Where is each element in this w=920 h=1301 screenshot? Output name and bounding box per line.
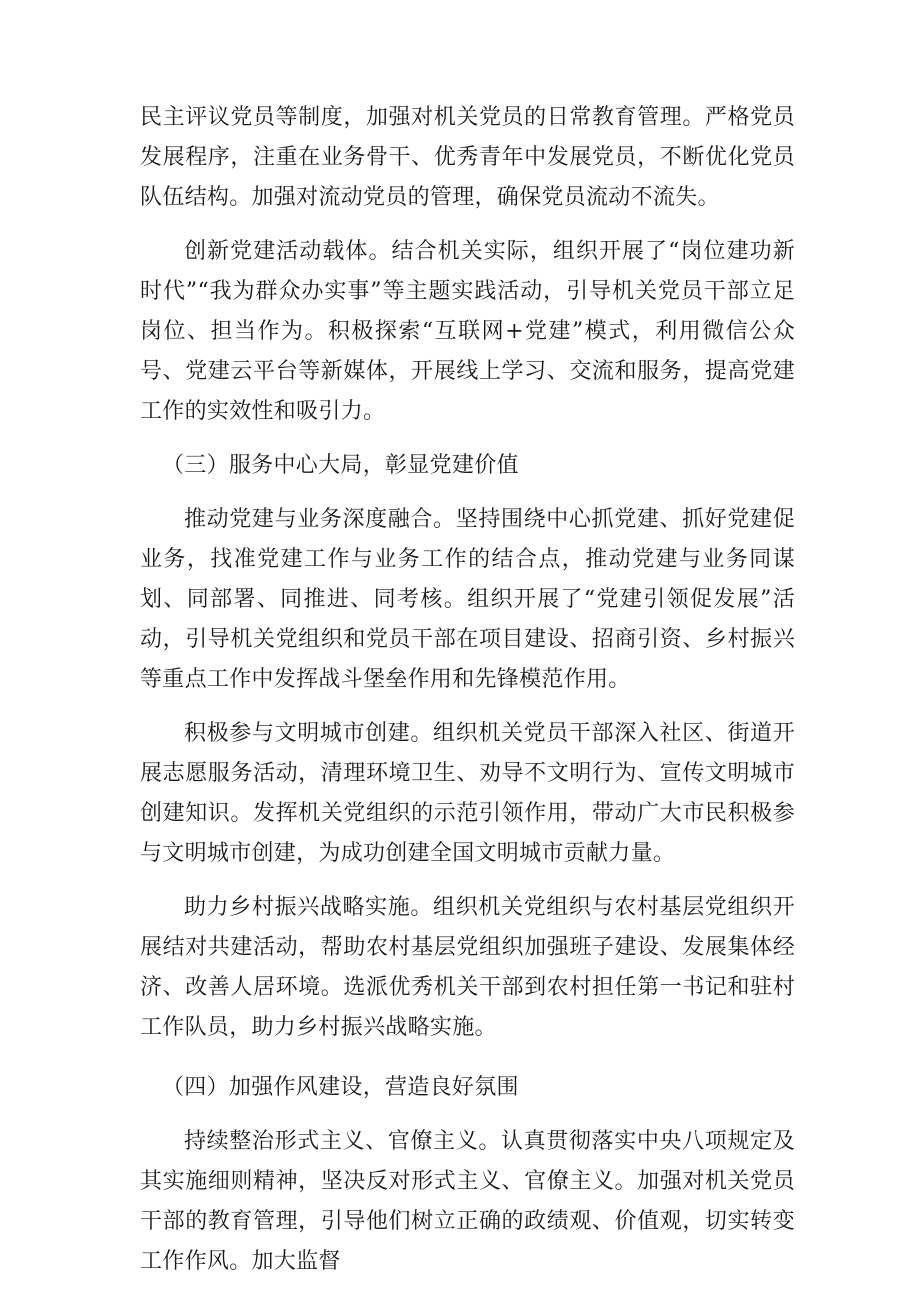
paragraph-integrate-party-business: 推动党建与业务深度融合。坚持围绕中心抓党建、抓好党建促业务，找准党建工作与业务工作的结合点，推动党建与业务同谋划、同部署、同推进、同考核。组织开展了“党建引领促发展”活动，引导机关党组织和党员干部在项目建设、招商引资、乡村振兴等重点工作中发挥战斗堡垒作用和先锋模范作用。 <box>140 507 795 692</box>
section-heading-3: （三）服务中心大局，彰显党建价值 <box>162 453 519 478</box>
document-body <box>140 98 795 1282</box>
section-heading-4: （四）加强作风建设，营造良好氛围 <box>162 1075 519 1100</box>
paragraph-rectify-formalism: 持续整治形式主义、官僚主义。认真贯彻落实中央八项规定及其实施细则精神，坚决反对形式主义、官僚主义。加强对机关党员干部的教育管理，引导他们树立正确的政绩观、价值观，切实转变工作作风。加大监督 <box>140 1129 795 1274</box>
paragraph-party-member-management: 民主评议党员等制度，加强对机关党员的日常教育管理。严格党员发展程序，注重在业务骨干、优秀青年中发展党员，不断优化党员队伍结构。加强对流动党员的管理，确保党员流动不流失。 <box>140 105 795 210</box>
paragraph-civilized-city: 积极参与文明城市创建。组织机关党员干部深入社区、街道开展志愿服务活动，清理环境卫生、劝导不文明行为、宣传文明城市创建知识。发挥机关党组织的示范引领作用，带动广大市民积极参与文明城市创建，为成功创建全国文明城市贡献力量。 <box>140 721 795 866</box>
paragraph-rural-revitalization: 助力乡村振兴战略实施。组织机关党组织与农村基层党组织开展结对共建活动，帮助农村基层党组织加强班子建设、发展集体经济、改善人居环境。选派优秀机关干部到农村担任第一书记和驻村工作队员，助力乡村振兴战略实施。 <box>140 895 795 1040</box>
paragraph-innovate-activity-carrier: 创新党建活动载体。结合机关实际，组织开展了“岗位建功新时代”“我为群众办实事”等主题实践活动，引导机关党员干部立足岗位、担当作为。积极探索“互联网+党建”模式，利用微信公众号、党建云平台等新媒体，开展线上学习、交流和服务，提高党建工作的实效性和吸引力。 <box>140 239 795 424</box>
